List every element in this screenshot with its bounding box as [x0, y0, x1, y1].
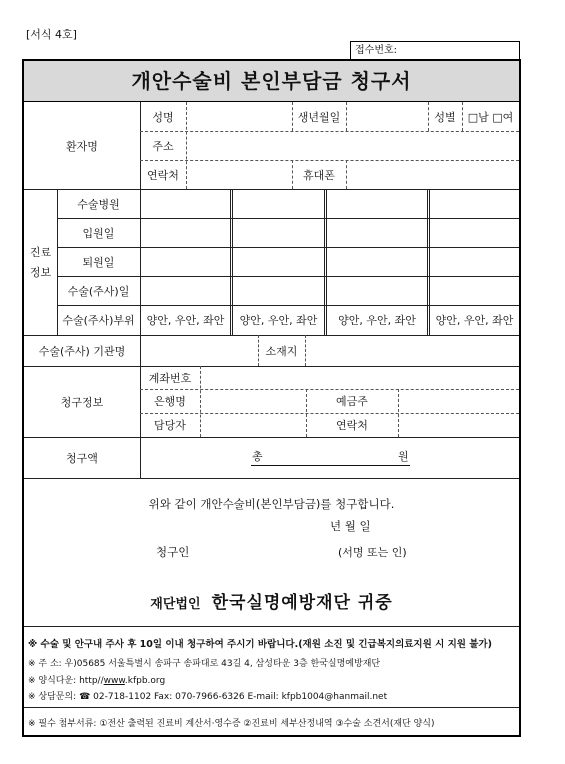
site-options-3[interactable]: 양안, 우안, 좌안: [338, 314, 416, 327]
admission-date-label: 입원일: [82, 226, 115, 240]
claimant-label: 청구인: [156, 545, 190, 559]
site-options-4[interactable]: 양안, 우안, 좌안: [435, 314, 514, 327]
claim-section-label: 청구정보: [60, 395, 104, 409]
download-link[interactable]: www: [103, 676, 125, 686]
surgery-site-label: 수술(주사)부위: [62, 314, 135, 327]
form-title: 개안수술비 본인부담금 청구서: [24, 61, 519, 102]
divider: [230, 189, 231, 335]
site-options-1[interactable]: 양안, 우안, 좌안: [146, 314, 225, 327]
name-label: 성명: [152, 110, 174, 124]
mobile-input[interactable]: [347, 161, 518, 188]
divider: [324, 189, 325, 335]
bank-name-label: 은행명: [154, 395, 186, 408]
note-download: [28, 673, 165, 686]
address-label: 주소: [152, 139, 174, 153]
divider: [140, 437, 141, 478]
discharge-date-label: 퇴원일: [82, 255, 115, 269]
bank-name-input[interactable]: [201, 390, 305, 412]
note-deadline: ※ 수술 및 안구내 주사 후 10일 이내 청구하여 주시기 바랍니다.(재원 소진 및 긴급복지의료지원 시 지원 불가): [28, 639, 492, 650]
institution-location-input[interactable]: [306, 336, 518, 365]
institution-location-label: 소재지: [265, 344, 298, 358]
claim-amount-label: 청구액: [66, 451, 98, 465]
surgery-hospital-label: 수술병원: [77, 197, 120, 211]
note-contact: ※ 상담문의: ☎ 02-718-1102 Fax: 070-7966-6326 E-mail: kfpb1004@hanmail.net: [28, 692, 388, 702]
download-prefix: ※ 양식다운: http//: [28, 676, 104, 686]
divider: [24, 626, 519, 627]
account-holder-input[interactable]: [399, 390, 518, 412]
divider: [427, 189, 428, 335]
declaration-text: 위와 같이 개안수술비(본인부담금)를 청구합니다.: [148, 497, 395, 511]
divider: [24, 478, 519, 479]
claim-amount-input[interactable]: [251, 447, 410, 466]
name-input[interactable]: [187, 103, 291, 130]
treatment-label-line-2: 정보: [29, 266, 52, 279]
surgery-date-label: 수술(주사)일: [67, 284, 130, 298]
amount-unit-label: 원: [398, 450, 409, 463]
receipt-number-field[interactable]: 접수번호:: [350, 41, 520, 59]
institution-name-input[interactable]: [141, 336, 257, 365]
gender-checkboxes[interactable]: □남 □여: [467, 110, 514, 124]
birth-input[interactable]: [347, 103, 427, 130]
foundation-prefix: 재단법인: [150, 597, 201, 612]
form-code: [서식 4호]: [26, 28, 77, 41]
manager-contact-label: 연락처: [336, 419, 368, 432]
note-address: ※ 주 소: 우)05685 서울특별시 송파구 송파대로 43길 4, 삼성타운 3층 한국실명예방재단: [28, 659, 381, 669]
account-holder-label: 예금주: [336, 395, 368, 408]
address-input[interactable]: [187, 132, 518, 159]
amount-total-label: 총: [252, 450, 263, 463]
contact-label: 연락처: [147, 168, 179, 182]
account-number-input[interactable]: [201, 367, 518, 388]
note-attachments: ※ 필수 첨부서류: ①전산 출력된 진료비 계산서·영수증 ②진료비 세부산정내역 ③수술 소견서(재단 양식): [28, 719, 435, 729]
foundation-address: [24, 588, 519, 613]
manager-contact-input[interactable]: [399, 414, 518, 436]
treatment-section-label: [24, 189, 57, 335]
patient-section-label: 환자명: [66, 139, 98, 153]
signature-field[interactable]: (서명 또는 인): [338, 546, 407, 559]
institution-name-label: 수술(주사) 기관명: [38, 344, 126, 358]
foundation-name: 한국실명예방재단 귀중: [211, 593, 393, 613]
birth-label: 생년월일: [297, 110, 341, 124]
account-number-label: 계좌번호: [148, 371, 192, 385]
mobile-label: 휴대폰: [303, 168, 335, 182]
site-options-2[interactable]: 양안, 우안, 좌안: [239, 314, 318, 327]
download-suffix: .kfpb.org: [124, 676, 166, 686]
gender-label: 성별: [434, 110, 456, 124]
manager-input[interactable]: [201, 414, 305, 436]
divider: [24, 707, 519, 708]
treatment-label-line-1: 진료: [29, 246, 52, 259]
manager-label: 담당자: [154, 419, 186, 432]
contact-input[interactable]: [187, 161, 291, 188]
declaration-date[interactable]: 년 월 일: [330, 519, 371, 533]
